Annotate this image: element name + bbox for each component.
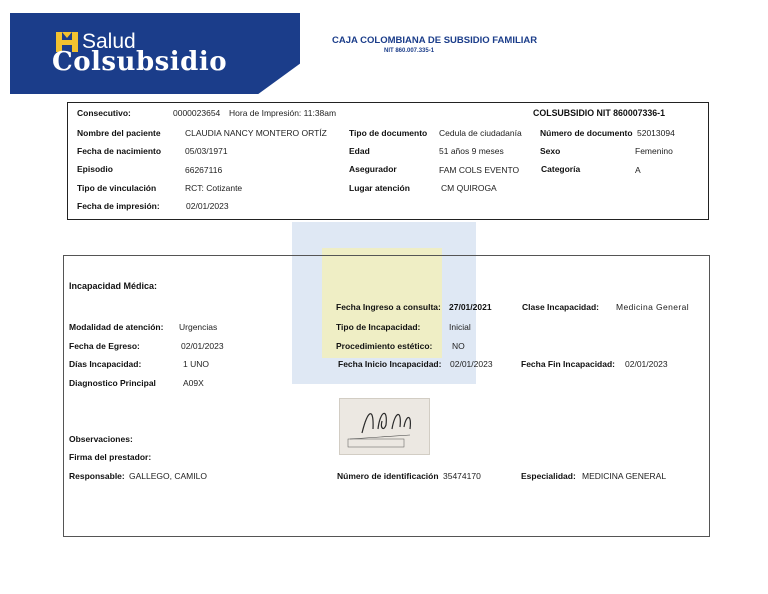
company-nit: COLSUBSIDIO NIT 860007336-1	[533, 108, 666, 118]
diagnostico-value: A09X	[183, 378, 204, 388]
fecha-fin-value: 02/01/2023	[625, 359, 668, 369]
asegurador-label: Asegurador	[349, 164, 397, 174]
logo-banner-cut	[250, 60, 305, 100]
modalidad-atencion-label: Modalidad de atención:	[69, 322, 164, 332]
lugar-atencion-value: CM QUIROGA	[441, 183, 497, 193]
tipo-documento-value: Cedula de ciudadanía	[439, 128, 522, 138]
fecha-impresion-value: 02/01/2023	[186, 201, 229, 211]
tipo-incapacidad-label: Tipo de Incapacidad:	[336, 322, 421, 332]
fecha-egreso-value: 02/01/2023	[181, 341, 224, 351]
asegurador-value: FAM COLS EVENTO	[439, 165, 520, 175]
organization-nit: NIT 860.007.335-1	[384, 48, 435, 54]
numero-identificacion-label: Número de identificación	[337, 471, 439, 481]
numero-documento-value: 52013094	[637, 128, 675, 138]
edad-value: 51 años 9 meses	[439, 146, 504, 156]
numero-documento-label: Número de documento	[540, 128, 633, 138]
fecha-inicio-value: 02/01/2023	[450, 359, 493, 369]
fecha-ingreso-label: Fecha Ingreso a consulta:	[336, 302, 441, 312]
nombre-paciente-label: Nombre del paciente	[77, 128, 161, 138]
edad-label: Edad	[349, 146, 370, 156]
nombre-paciente-value: CLAUDIA NANCY MONTERO ORTÍZ	[185, 128, 327, 138]
especialidad-value: MEDICINA GENERAL	[582, 471, 667, 481]
observaciones-label: Observaciones:	[69, 434, 133, 444]
clase-incapacidad-label: Clase Incapacidad:	[522, 302, 600, 312]
tipo-documento-label: Tipo de documento	[349, 128, 428, 138]
logo-colsubsidio-text: Colsubsidio	[52, 47, 228, 77]
logo-salud-text: Salud	[82, 30, 136, 53]
responsable-label: Responsable:	[69, 471, 125, 481]
incapacidad-box	[63, 255, 710, 537]
fecha-egreso-label: Fecha de Egreso:	[69, 341, 140, 351]
dias-incapacidad-value: 1 UNO	[183, 359, 209, 369]
incapacidad-title: Incapacidad Médica:	[69, 281, 158, 291]
fecha-nacimiento-label: Fecha de nacimiento	[77, 146, 162, 156]
consecutivo-value: 0000023654	[173, 108, 221, 118]
fecha-fin-label: Fecha Fin Incapacidad:	[521, 359, 615, 369]
numero-identificacion-value: 35474170	[443, 471, 481, 481]
firma-prestador-label: Firma del prestador:	[69, 452, 152, 462]
fecha-nacimiento-value: 05/03/1971	[185, 146, 228, 156]
episodio-label: Episodio	[77, 164, 113, 174]
diagnostico-label: Diagnostico Principal	[69, 378, 156, 388]
patient-info-box	[67, 102, 709, 220]
procedimiento-estetico-label: Procedimiento estético:	[336, 341, 433, 351]
episodio-value: 66267116	[185, 165, 223, 175]
sexo-value: Femenino	[635, 146, 673, 156]
tipo-vinculacion-value: RCT: Cotizante	[185, 183, 243, 193]
sexo-label: Sexo	[540, 146, 561, 156]
consecutivo-label: Consecutivo:	[77, 108, 131, 118]
responsable-value: GALLEGO, CAMILO	[129, 471, 207, 481]
categoria-label: Categoría	[541, 164, 581, 174]
dias-incapacidad-label: Días Incapacidad:	[69, 359, 142, 369]
categoria-value: A	[635, 165, 641, 175]
signature-image	[339, 398, 430, 455]
lugar-atencion-label: Lugar atención	[349, 183, 410, 193]
procedimiento-estetico-value: NO	[452, 341, 465, 351]
fecha-impresion-label: Fecha de impresión:	[77, 201, 160, 211]
clase-incapacidad-value: Medicina General	[616, 302, 690, 312]
fecha-inicio-label: Fecha Inicio Incapacidad:	[338, 359, 442, 369]
especialidad-label: Especialidad:	[521, 471, 576, 481]
modalidad-atencion-value: Urgencias	[179, 322, 218, 332]
tipo-incapacidad-value: Inicial	[449, 322, 471, 332]
fecha-ingreso-value: 27/01/2021	[449, 302, 492, 312]
organization-name: CAJA COLOMBIANA DE SUBSIDIO FAMILIAR	[332, 35, 538, 46]
tipo-vinculacion-label: Tipo de vinculación	[77, 183, 157, 193]
hora-impresion: Hora de Impresión: 11:38am	[229, 108, 337, 118]
